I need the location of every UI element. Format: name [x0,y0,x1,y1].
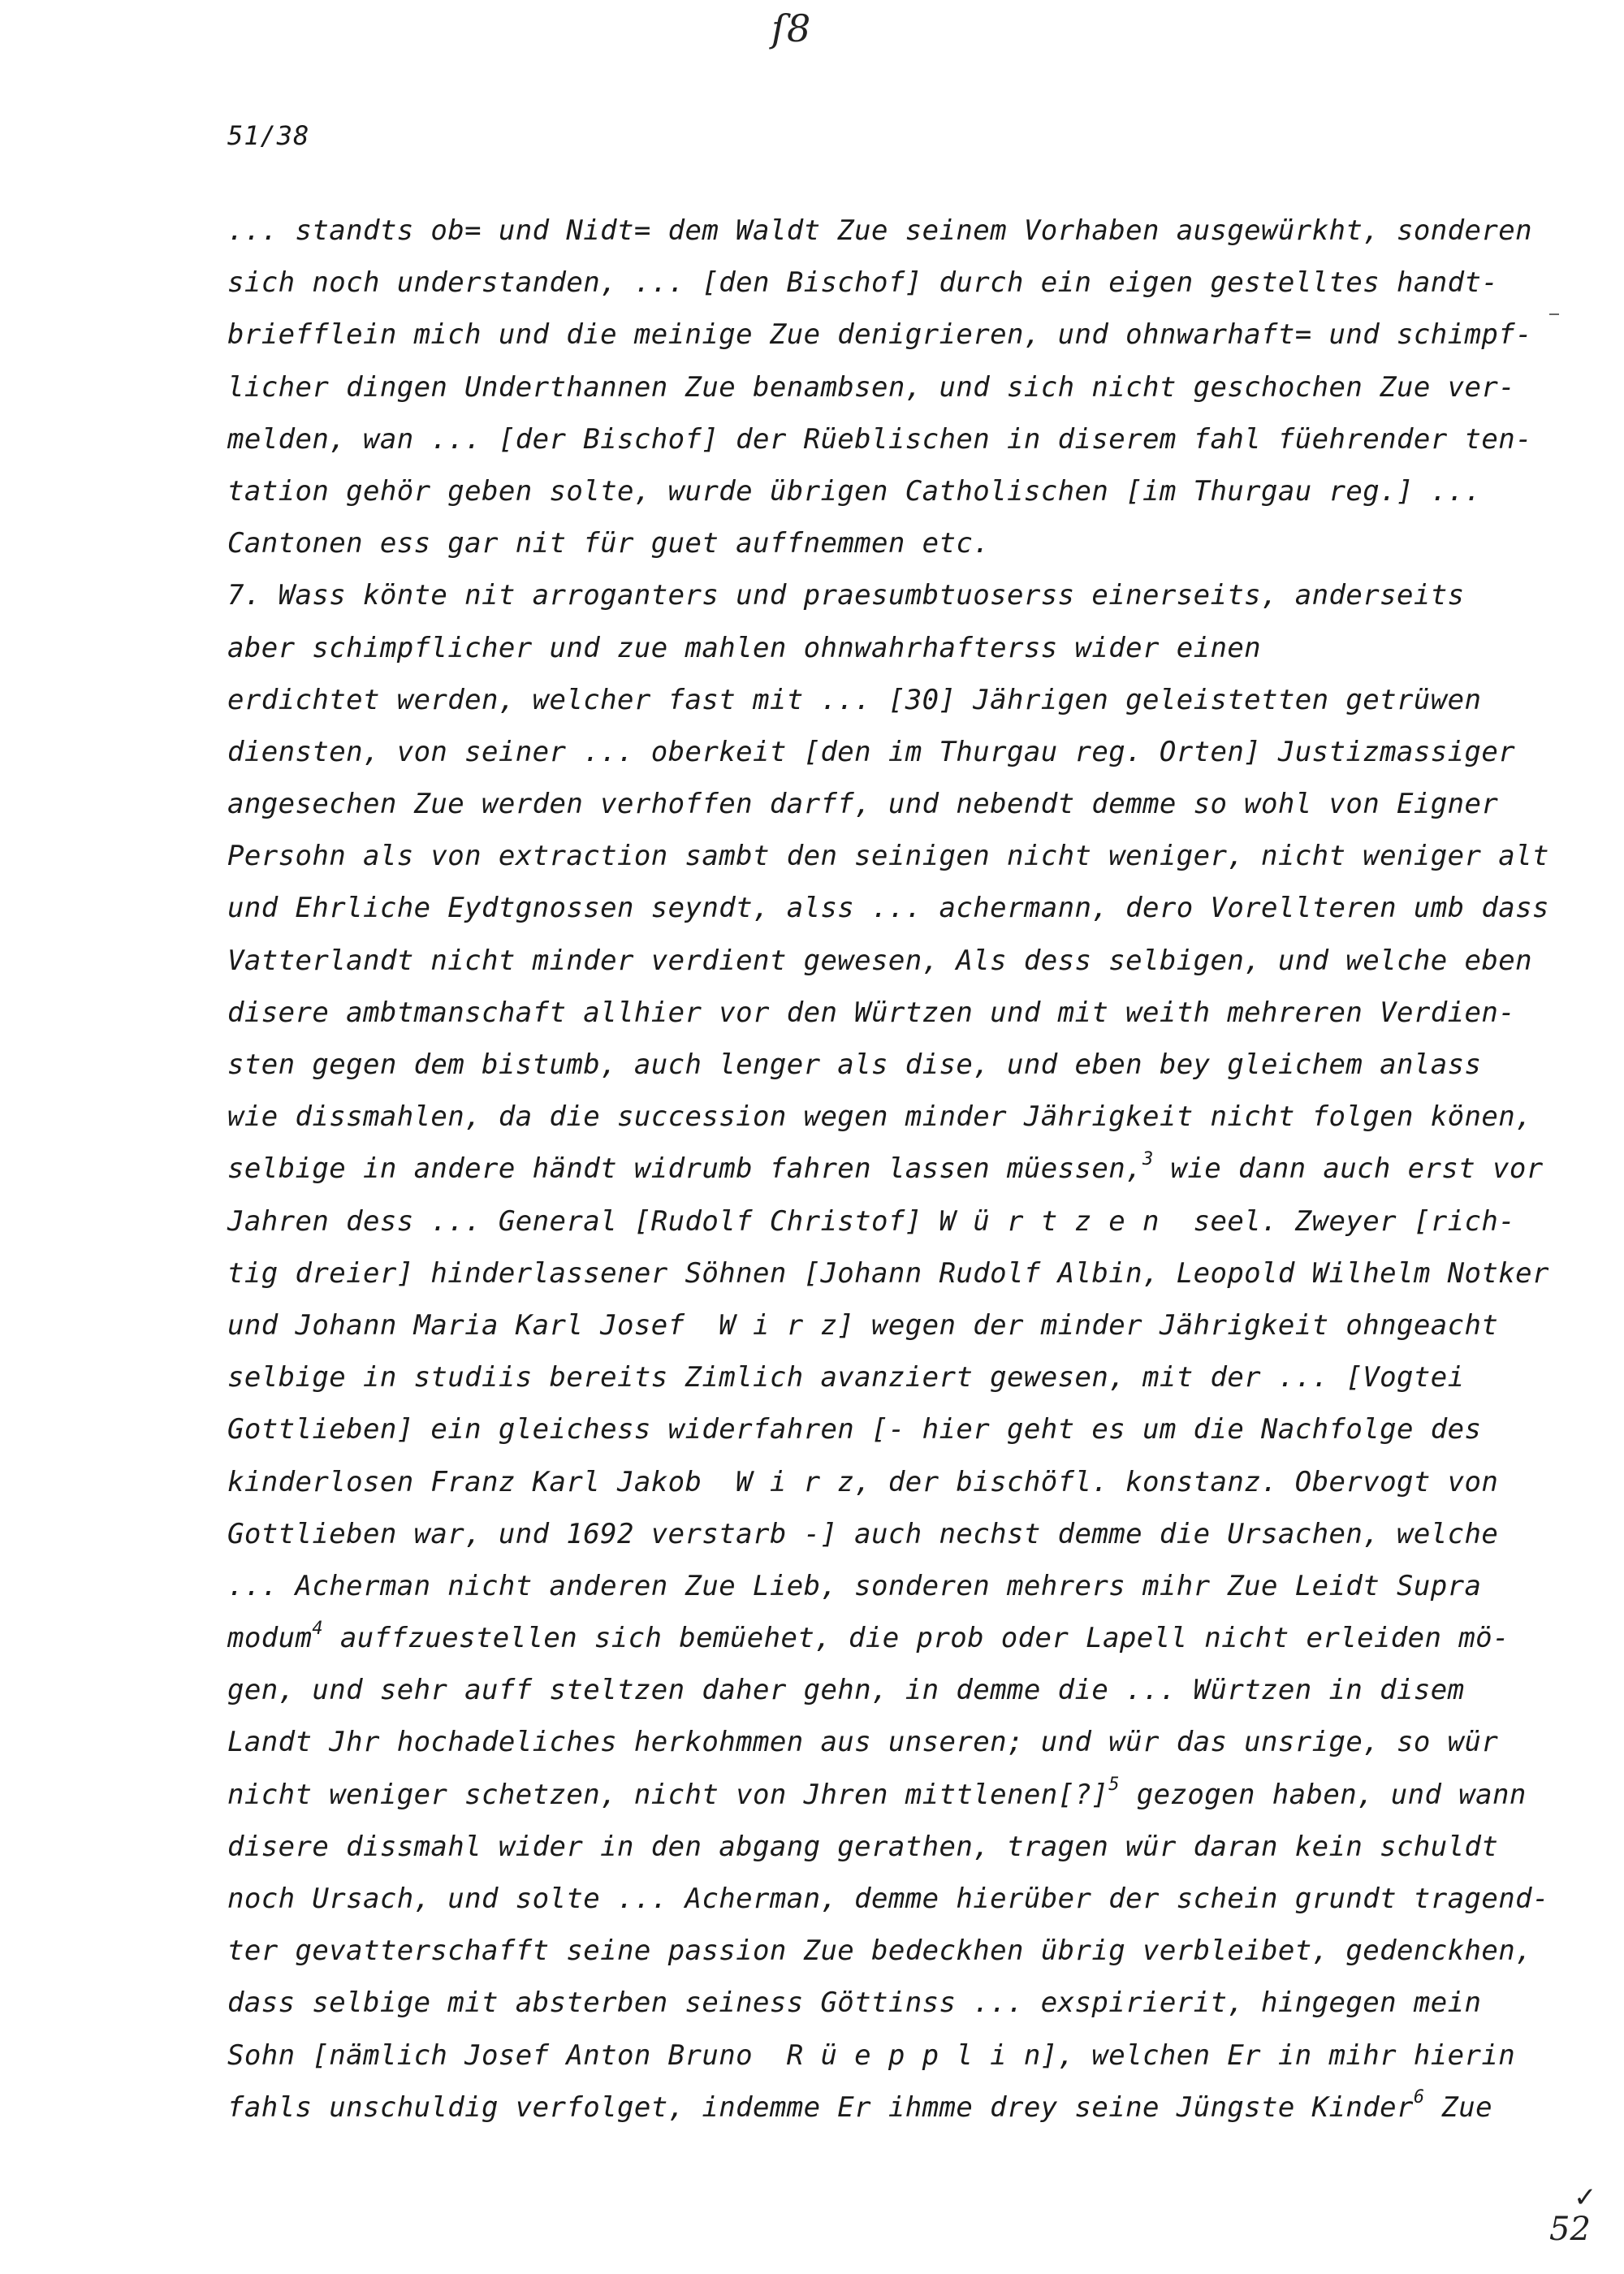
text-line: erdichtet werden, welcher fast mit ... [30] Jährigen geleistetten getrüwen [227,683,1482,716]
line-text: selbige in andere händt widrumb fahren lassen müessen, [227,1152,1142,1186]
text-line-with-footnote [227,1769,1527,1821]
line-text: wie dann auch erst vor [1153,1152,1544,1186]
text-line: und Johann Maria Karl Josef W i r z] wegen der minder Jährigkeit ohngeacht [227,1308,1499,1342]
text-line: dass selbige mit absterben seiness Göttinss ... exspirierit, hingegen mein [227,1987,1482,2020]
text-line: Landt Jhr hochadeliches herkohmmen aus unseren; und wür das unsrige, so wür [227,1726,1499,1759]
line-text: auffzuestellen sich bemüehet, die prob oder Lapell nicht erleiden mö- [323,1622,1510,1655]
text-line: Sohn [nämlich Josef Anton Bruno R ü e p p l i n], welchen Er in mihr hierin [227,2038,1516,2072]
text-line: ... standts ob= und Nidt= dem Waldt Zue seinem Vorhaben ausgewürkht, sonderen [227,214,1532,247]
handwritten-page-number: 52 [1549,2211,1591,2248]
body-text [227,205,1549,2133]
footnote-marker: 6 [1413,2087,1425,2108]
footnote-marker: 5 [1108,1775,1120,1796]
text-line: ter gevatterschafft seine passion Zue bedeckhen übrig verbleibet, gedenckhen, [227,1935,1532,1968]
text-line: Jahren dess ... General [Rudolf Christof] W ü r t z e n seel. Zweyer [rich- [227,1204,1516,1238]
text-line: selbige in studiis bereits Zimlich avanziert gewesen, mit der ... [Vogtei [227,1361,1465,1394]
text-line: briefflein mich und die meinige Zue denigrieren, und ohnwarhaft= und schimpf- [227,318,1532,352]
text-line: Gottlieben] ein gleichess widerfahren [- hier geht es um die Nachfolge des [227,1413,1482,1446]
handwritten-page-mark: ſ8 [771,6,813,50]
text-line: aber schimpflicher und zue mahlen ohnwahrhafterss wider einen [227,631,1262,664]
line-text: gezogen haben, und wann [1119,1778,1527,1811]
text-line: kinderlosen Franz Karl Jakob W i r z, der bischöfl. konstanz. Obervogt von [227,1465,1499,1498]
text-line: und Ehrliche Eydtgnossen seyndt, alss ... achermann, dero Vorellteren umb dass [227,892,1549,925]
text-line-with-footnote [227,2082,1527,2133]
text-line: gen, und sehr auff steltzen daher gehn, in demme die ... Würtzen in disem [227,1674,1465,1707]
footnote-marker: 4 [312,1618,324,1639]
text-line: tig dreier] hinderlassener Söhnen [Johann Rudolf Albin, Leopold Wilhelm Notker [227,1256,1549,1290]
text-line: noch Ursach, und solte ... Acherman, demme hierüber der schein grundt tragend- [227,1883,1549,1915]
text-line: tation gehör geben solte, wurde übrigen Catholischen [im Thurgau reg.] ... [227,474,1482,508]
text-line: Gottlieben war, und 1692 verstarb -] auch nechst demme die Ursachen, welche [227,1517,1499,1550]
text-line: angesechen Zue werden verhoffen darff, und nebendt demme so wohl von Eigner [227,788,1499,821]
line-text: nicht weniger schetzen, nicht von Jhren mittlenen[?] [227,1778,1109,1811]
text-line: wie dissmahlen, da die succession wegen minder Jährigkeit nicht folgen könen, [227,1100,1532,1134]
text-line: 7. Wass könte nit arroganters und praesumbtuoserss einerseits, anderseits [227,579,1465,612]
text-line: Persohn als von extraction sambt den seinigen nicht weniger, nicht weniger alt [227,840,1549,873]
text-line: Cantonen ess gar nit für guet auffnemmen etc. [227,527,991,560]
line-text: Zue [1424,2090,1493,2124]
text-line: disere dissmahl wider in den abgang gerathen, tragen wür daran kein schuldt [227,1830,1499,1863]
line-text: fahls unschuldig verfolget, indemme Er ihmme drey seine Jüngste Kinder [227,2090,1414,2124]
text-line: sten gegen dem bistumb, auch lenger als dise, und eben bey gleichem anlass [227,1048,1482,1081]
text-line: Vatterlandt nicht minder verdient gewesen, Als dess selbigen, und welche eben [227,944,1532,977]
page-reference: 51/38 [227,120,310,151]
margin-mark [1549,313,1559,315]
text-line: sich noch understanden, ... [den Bischof] durch ein eigen gestelltes handt- [227,266,1499,300]
footnote-marker: 3 [1142,1149,1154,1170]
line-text: modum [227,1622,313,1655]
check-mark-icon: ✓ [1574,2181,1597,2214]
text-line: diensten, von seiner ... oberkeit [den im Thurgau reg. Orten] Justizmassiger [227,735,1516,768]
text-line: ... Acherman nicht anderen Zue Lieb, sonderen mehrers mihr Zue Leidt Supra [227,1569,1482,1602]
text-line: licher dingen Underthannen Zue benambsen, und sich nicht geschochen Zue ver- [227,370,1516,404]
text-line: melden, wan ... [der Bischof] der Rüeblischen in diserem fahl füehrender ten- [227,422,1532,456]
text-line: disere ambtmanschaft allhier vor den Würtzen und mit weith mehreren Verdien- [227,996,1516,1029]
text-line-with-footnote [227,1143,1544,1195]
text-line-with-footnote [227,1612,1527,1664]
